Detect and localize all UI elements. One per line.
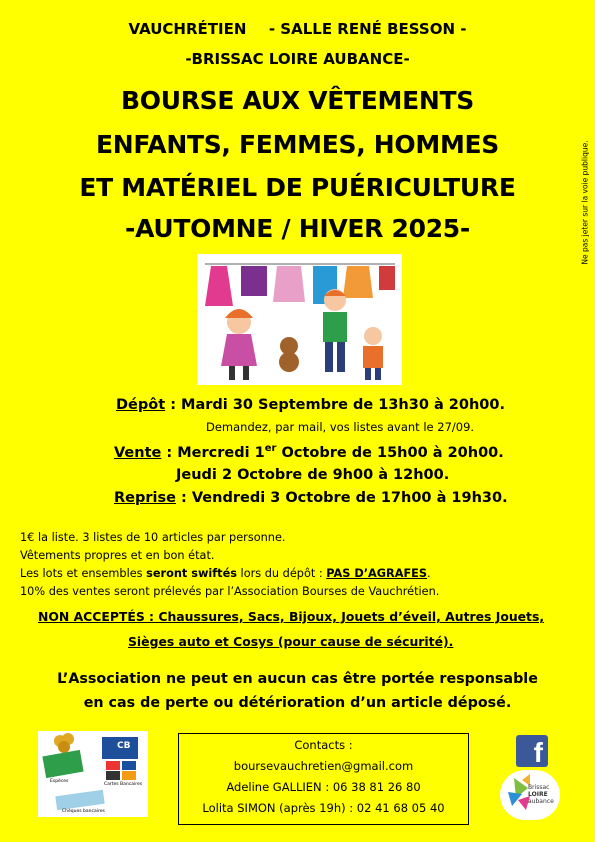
condition-line-4: 10% des ventes seront prélevés par l’Association Bourses de Vauchrétien. — [20, 585, 440, 598]
cartes-label: Cartes Bancaires — [104, 782, 143, 787]
title-line-4: -AUTOMNE / HIVER 2025- — [125, 214, 470, 243]
conditions — [20, 529, 580, 601]
payment-methods-image — [38, 731, 148, 817]
depot-note: Demandez, par mail, vos listes avant le 27/09. — [206, 420, 475, 434]
depot-label: Dépôt — [116, 397, 166, 413]
especes-label: Espèces — [50, 779, 69, 784]
kids-clothes-illustration — [197, 254, 402, 385]
vente-line-2: Jeudi 2 Octobre de 9h00 à 12h00. — [176, 467, 450, 483]
disclaimer-line-1: L’Association ne peut en aucun cas être portée responsable — [57, 671, 538, 687]
refused-label: NON ACCEPTÉS : — [38, 609, 155, 624]
contacts-email[interactable]: boursevauchretien@gmail.com — [233, 759, 414, 773]
vente-label: Vente — [114, 444, 162, 461]
header-venue: - SALLE RENÉ BESSON - — [268, 20, 467, 38]
reprise-line — [114, 490, 508, 506]
reprise-label: Reprise — [114, 490, 176, 506]
title-line-1: BOURSE AUX VÊTEMENTS — [121, 86, 474, 115]
contacts-box — [178, 733, 469, 825]
depot-text: : Mardi 30 Septembre de 13h30 à 20h00. — [165, 397, 505, 413]
disclaimer-line-2: en cas de perte ou détérioration d’un article déposé. — [83, 695, 512, 711]
vente-line: Vente : Mercredi 1er Octobre de 15h00 à 20h00. — [114, 443, 504, 461]
reprise-text: : Vendredi 3 Octobre de 17h00 à 19h30. — [175, 490, 508, 506]
cheques-label: Chèques bancaires — [62, 809, 105, 814]
contacts-person-1: Adeline GALLIEN : 06 38 81 26 80 — [226, 780, 421, 794]
brissac-logo — [500, 770, 560, 820]
header-town: VAUCHRÉTIEN — [128, 20, 247, 38]
condition-line-1: 1€ la liste. 3 listes de 10 articles par personne. — [20, 531, 286, 544]
title-line-3: ET MATÉRIEL DE PUÉRICULTURE — [79, 173, 516, 202]
condition-line-3: Les lots et ensembles seront swiftés lors du dépôt : PAS D’AGRAFES. — [20, 567, 431, 580]
header-line-2: -BRISSAC LOIRE AUBANCE- — [185, 50, 410, 68]
contacts-person-2: Lolita SIMON (après 19h) : 02 41 68 05 40 — [202, 801, 445, 815]
title-line-2: ENFANTS, FEMMES, HOMMES — [95, 130, 500, 159]
brissac-logo-text: Brissac LOIRE aubance — [528, 784, 554, 805]
depot-line — [116, 397, 505, 413]
cb-logo-text: CB — [117, 741, 131, 751]
condition-line-2: Vêtements propres et en bon état. — [20, 549, 215, 562]
refused-items: Chaussures, Sacs, Bijoux, Jouets d’éveil, Autres Jouets, — [154, 609, 545, 624]
refused-line-2: Sièges auto et Cosys (pour cause de sécurité). — [128, 634, 454, 649]
contacts-title: Contacts : — [294, 738, 353, 752]
payment-icons — [38, 731, 148, 817]
side-note: Ne pas jeter sur la voie publique. — [580, 140, 590, 265]
refused-line — [38, 609, 544, 624]
facebook-icon[interactable]: f — [516, 735, 548, 767]
header-line-1 — [0, 20, 595, 38]
